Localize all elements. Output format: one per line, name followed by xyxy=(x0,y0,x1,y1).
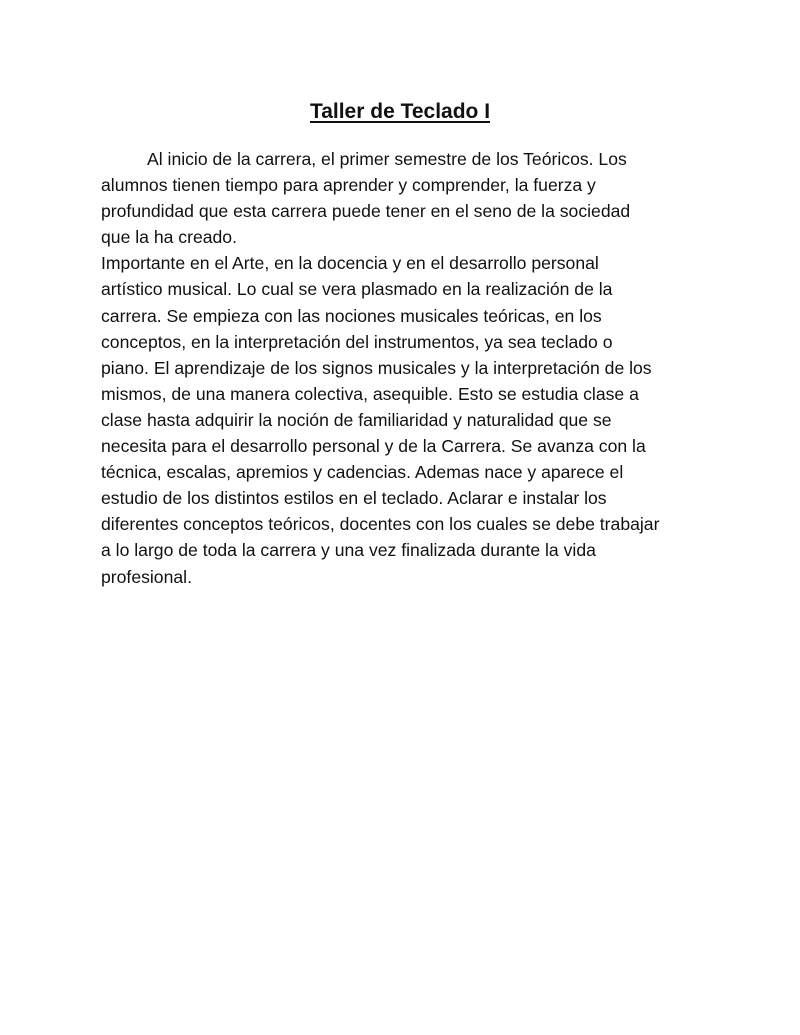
document-body xyxy=(101,146,706,590)
text-line: que la ha creado. xyxy=(101,227,237,248)
text-line: mismos, de una manera colectiva, asequible. Esto se estudia clase a xyxy=(101,383,639,404)
text-line: artístico musical. Lo cual se vera plasmado en la realización de la xyxy=(101,279,613,300)
text-line: profundidad que esta carrera puede tener en el seno de la sociedad xyxy=(101,201,631,222)
paragraph-intro xyxy=(101,146,706,250)
text-line: necesita para el desarrollo personal y de la Carrera. Se avanza con la xyxy=(101,436,646,457)
text-line: clase hasta adquirir la noción de familiaridad y naturalidad que se xyxy=(101,409,612,430)
text-line: a lo largo de toda la carrera y una vez finalizada durante la vida xyxy=(101,540,596,561)
document-title: Taller de Teclado I xyxy=(309,100,491,123)
text-line: estudio de los distintos estilos en el teclado. Aclarar e instalar los xyxy=(101,488,607,509)
text-line: diferentes conceptos teóricos, docentes con los cuales se debe trabajar xyxy=(101,514,660,535)
text-line: carrera. Se empieza con las nociones musicales teóricas, en los xyxy=(101,305,602,326)
text-line: alumnos tienen tiempo para aprender y comprender, la fuerza y xyxy=(101,175,596,196)
text-line: Al inicio de la carrera, el primer semestre de los Teóricos. Los xyxy=(147,149,627,169)
text-line: técnica, escalas, apremios y cadencias. Ademas nace y aparece el xyxy=(101,462,624,483)
text-line: Importante en el Arte, en la docencia y en el desarrollo personal xyxy=(101,253,599,274)
text-line: profesional. xyxy=(101,566,192,587)
paragraph-main xyxy=(101,250,706,589)
text-line: conceptos, en la interpretación del instrumentos, ya sea teclado o xyxy=(101,331,613,352)
text-line: piano. El aprendizaje de los signos musicales y la interpretación de los xyxy=(101,357,652,378)
